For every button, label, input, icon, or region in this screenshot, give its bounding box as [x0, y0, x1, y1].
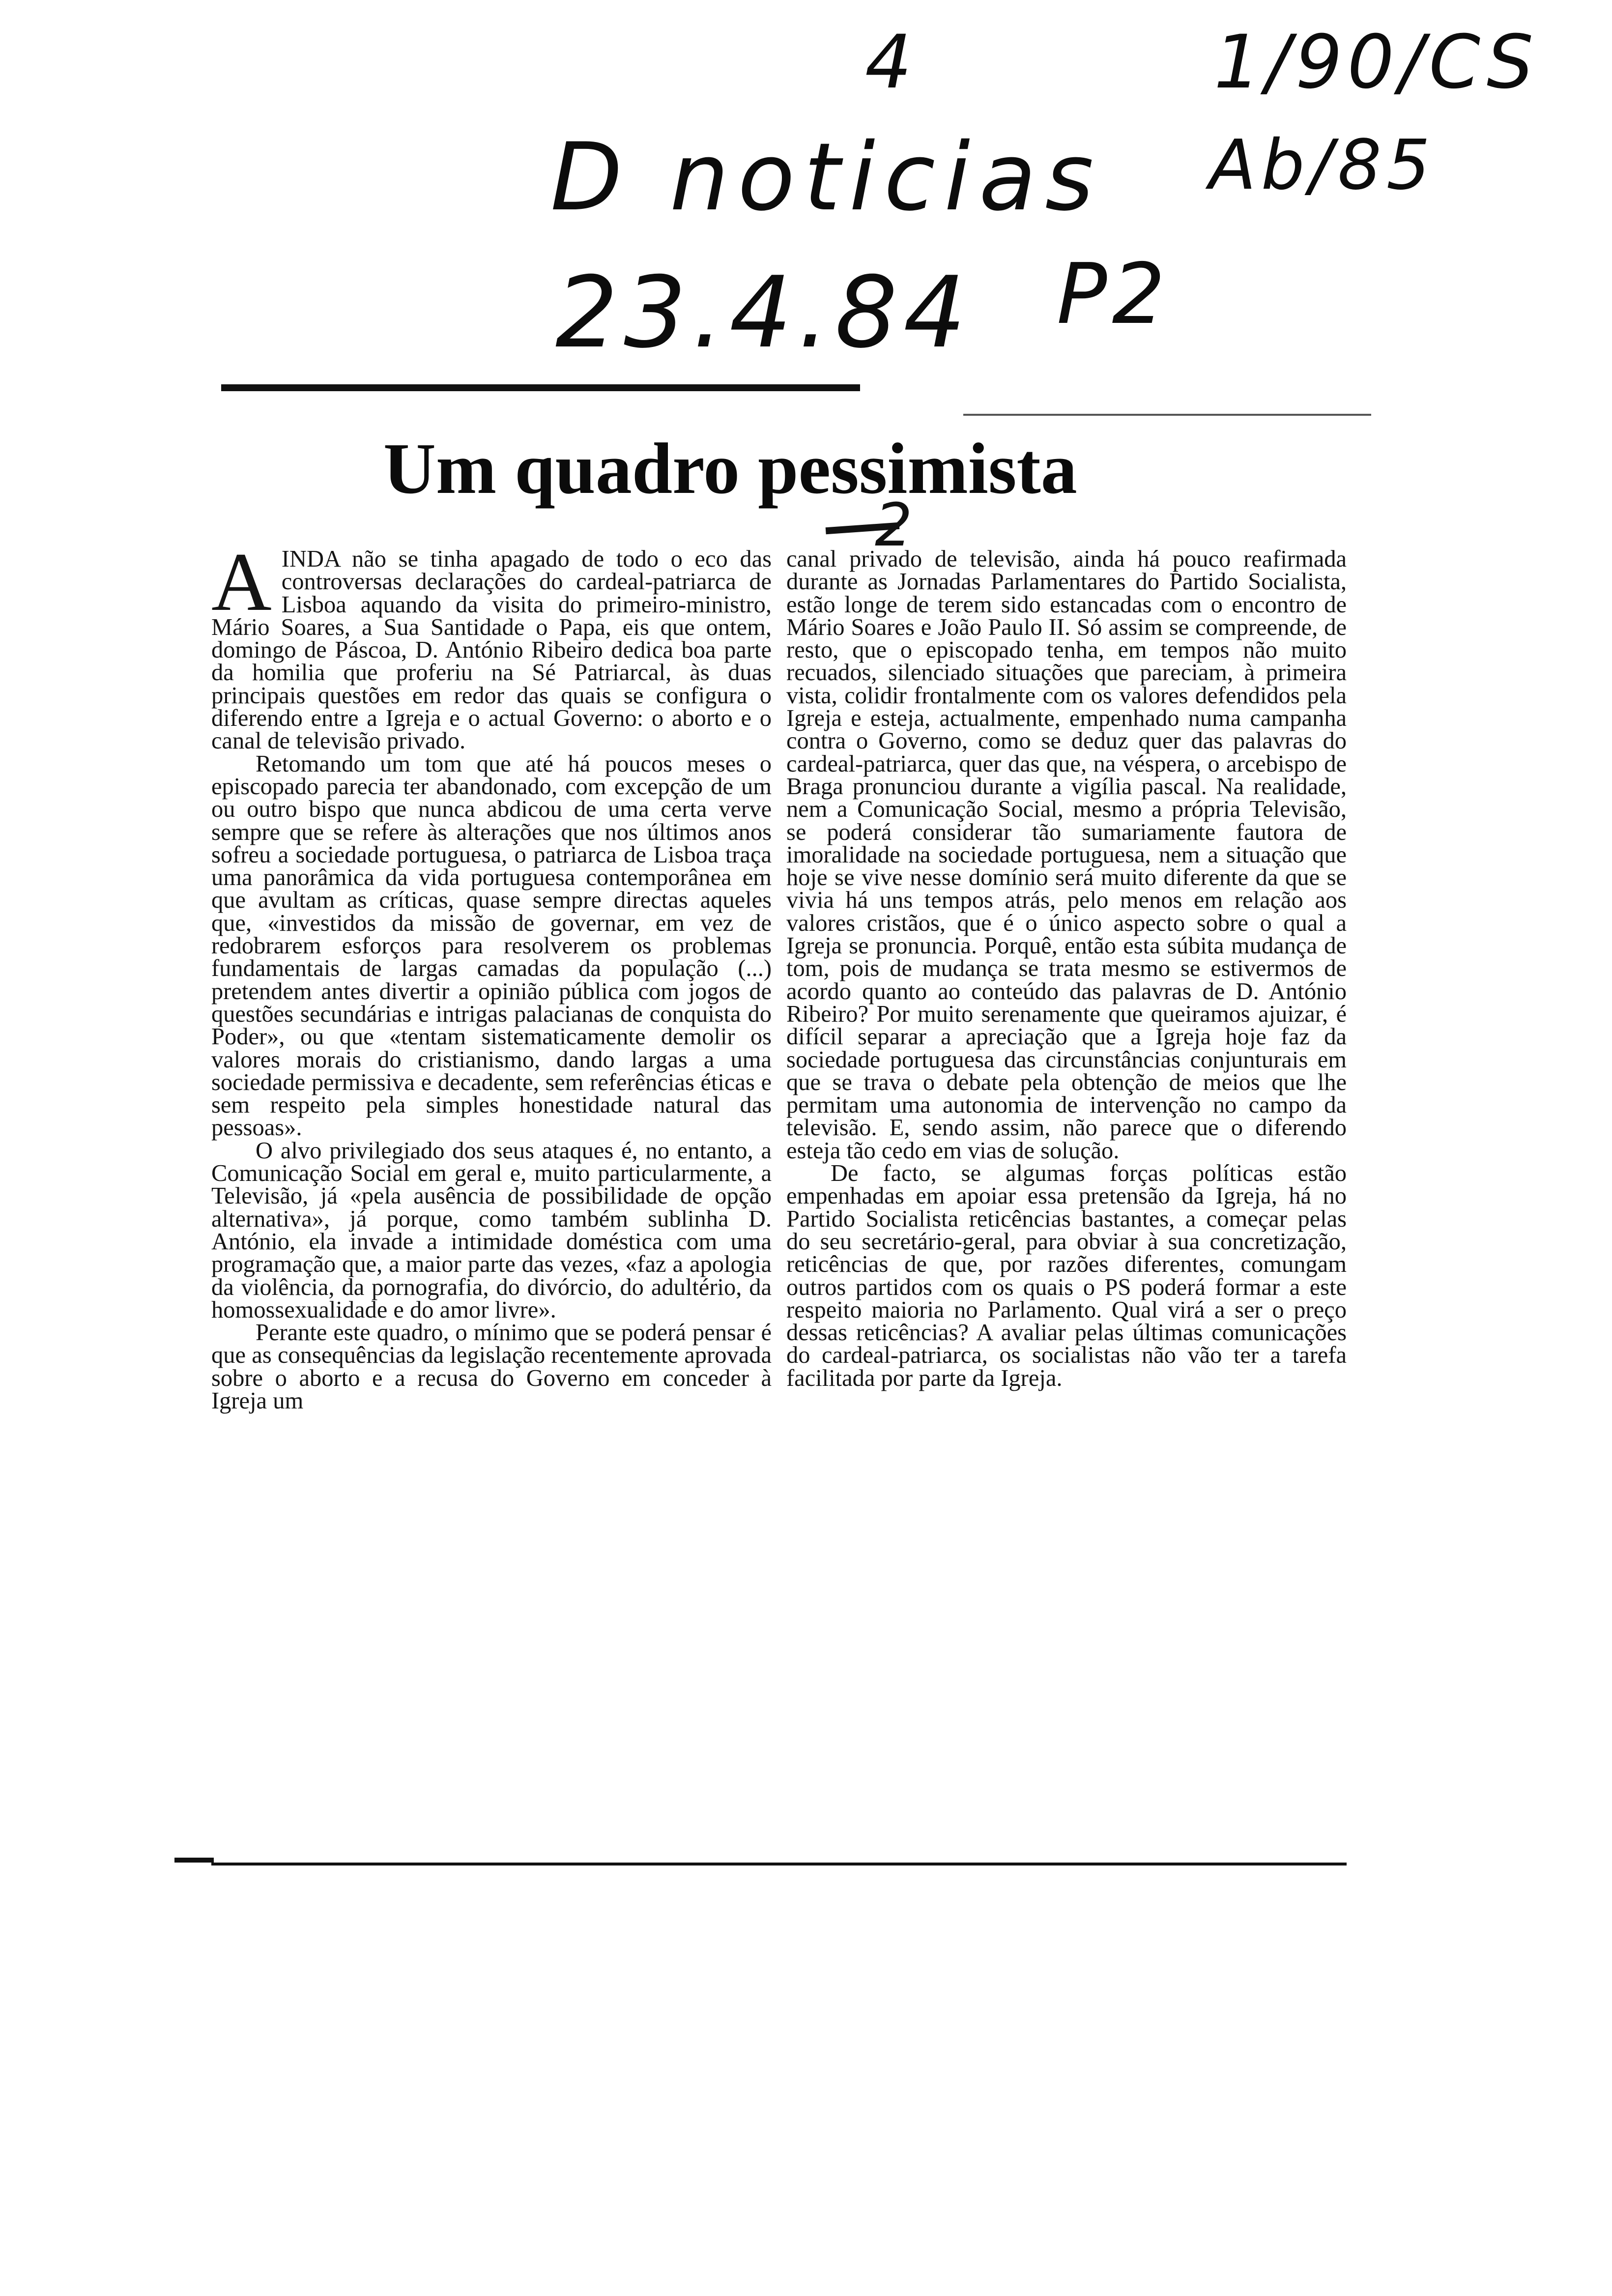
article-title: Um quadro pessimista [383, 429, 1077, 509]
handwritten-title-mark: 2 [875, 491, 913, 560]
handwritten-publication: D noticias [550, 123, 1103, 231]
handwritten-number: 4 [865, 20, 917, 105]
top-rule [221, 384, 860, 391]
paragraph: De facto, se algumas forças políticas estão empenhadas em apoiar essa pretensão da Igreja, há no Partido Socialista reticências bastantes, a começar pelas do seu secretário-geral, para obviar à sua concretização, reticências de que, por razões diferentes, comungam outros partidos com os quais o PS poderá formar a este respeito maioria no Parlamento. Qual virá a ser o preço dessas reticências? A avaliar pelas últimas comunicações do cardeal-patriarca, os socialistas não vão ter a tarefa facilitada por parte da Igreja. [786, 1160, 1347, 1391]
article-column-right [786, 548, 1347, 1390]
article-column-left [211, 536, 772, 1414]
handwritten-page: P2 [1057, 246, 1170, 343]
top-rule-right [963, 414, 1371, 416]
bottom-rule-mark [174, 1858, 214, 1863]
paragraph: INDA não se tinha apagado de todo o eco das controversas declarações do cardeal-patriarca de Lisboa aquando da visita do primeiro-ministro, Mário Soares, a Sua Santidade o Papa, eis que ontem, domingo de Páscoa, D. António Ribeiro dedica boa parte da homilia que proferiu na Sé Patriarcal, às duas principais questões em redor das quais se configura o diferendo entre a Igreja e o actual Governo: o aborto e o canal de televisão privado. [211, 546, 772, 754]
bottom-rule [211, 1863, 1347, 1866]
paragraph: O alvo privilegiado dos seus ataques é, no entanto, a Comunicação Social em geral e, muito particularmente, a Televisão, já «pela ausência de possibilidade de opção alternativa», já porque, como também sublinha D. António, ela invade a intimidade doméstica com uma programação que, a maior parte das vezes, «faz a apologia da violência, da pornografia, do divórcio, do adultério, da homossexualidade e do amor livre». [211, 1137, 772, 1323]
handwritten-date: 23.4.84 [555, 256, 972, 370]
handwritten-reference: 1/90/CS [1214, 20, 1539, 105]
drop-cap: A [211, 536, 272, 628]
paragraph: Retomando um tom que até há poucos meses o episcopado parecia ter abandonado, com excepção de um ou outro bispo que nunca abdicou de uma certa verve sempre que se refere às alterações que nos últimos anos sofreu a sociedade portuguesa, o patriarca de Lisboa traça uma panorâmica da vida portuguesa contemporânea em que avultam as críticas, quase sempre directas aqueles que, «investidos da missão de governar, em vez de redobrarem esforços para resolverem os problemas fundamentais de largas camadas da população (...) pretendem antes divertir a opinião pública com jogos de questões secundárias e intrigas palacianas de conquista do Poder», ou que «tentam sistematicamente demolir os valores morais do cristianismo, dando largas a uma sociedade permissiva e decadente, sem referências éticas e sem respeito pela simples honestidade natural das pessoas». [211, 750, 772, 1141]
paragraph: Perante este quadro, o mínimo que se poderá pensar é que as consequências da legislação recentemente aprovada sobre o aborto e a recusa do Governo em conceder à Igreja um [211, 1320, 772, 1414]
paragraph: canal privado de televisão, ainda há pouco reafirmada durante as Jornadas Parlamentares do Partido Socialista, estão longe de terem sido estancadas com o encontro de Mário Soares e João Paulo II. Só assim se compreende, de resto, que o episcopado tenha, em tempos não muito recuados, silenciado situações que pareciam, à primeira vista, colidir frontalmente com os valores defendidos pela Igreja e esteja, actualmente, empenhado numa campanha contra o Governo, como se deduz quer das palavras do cardeal-patriarca, quer das que, na véspera, o arcebispo de Braga pronunciou durante a vigília pascal. Na realidade, nem a Comunicação Social, mesmo a própria Televisão, se poderá considerar tão sumariamente fautora de imoralidade na sociedade portuguesa, nem a situação que hoje se vive nesse domínio será muito diferente da que se vivia há uns tempos atrás, pelo menos em relação aos valores cristãos, que é o único aspecto sobre o qual a Igreja se pronuncia. Porquê, então esta súbita mudança de tom, pois de mudança se trata mesmo se estivermos de acordo quanto ao conteúdo das palavras de D. António Ribeiro? Por muito serenamente que queiramos ajuizar, é difícil separar a apreciação que a Igreja hoje faz da sociedade portuguesa das circunstâncias conjunturais em que se trava o debate pela obtenção de meios que lhe permitam uma autonomia de intervenção no campo da televisão. E, sendo assim, não parece que o diferendo esteja tão cedo em vias de solução. [786, 546, 1347, 1164]
handwritten-ab-code: Ab/85 [1209, 125, 1435, 205]
